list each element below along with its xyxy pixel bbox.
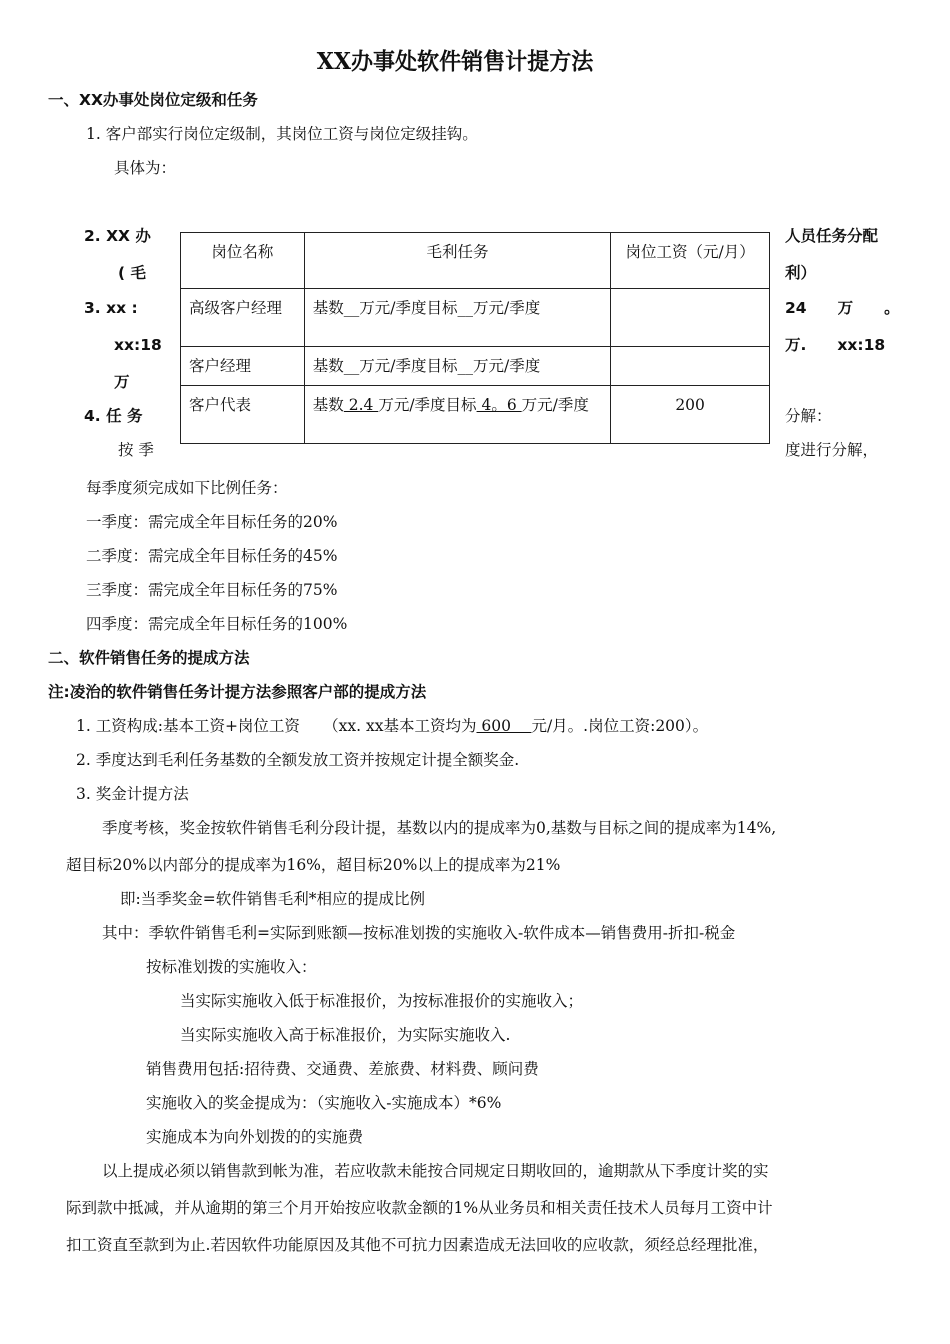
document-title: XX办事处软件销售计提方法 [316,48,594,75]
quarter-item: 三季度：需完成全年目标任务的75% [86,581,338,599]
task-prefix: 基数 [312,396,344,414]
paragraph: 扣工资直至款到为止.若因软件功能原因及其他不可抗力因素造成无法回收的应收款，须经总经理批准， [66,1236,769,1254]
target-value: 4。6 [476,396,522,414]
item1-suffix: 元/月。.岗位工资:200）。 [531,717,709,735]
section2-heading: 二、软件销售任务的提成方法 [48,649,250,667]
table-cell-position: 客户代表 [181,386,305,444]
position-table [180,232,770,444]
table-cell-task: 基数__万元/季度目标__万元/季度 [304,347,610,386]
right-fragment-6: 度进行分解， [785,441,879,459]
paragraph: 超目标20%以内部分的提成率为16%，超目标20%以上的提成率为21% [66,856,561,874]
table-cell-wage: 200 [611,386,770,444]
paragraph: 际到款中抵减，并从逾期的第三个月开始按应收款金额的1%从业务员和相关责任技术人员每月工资中计 [66,1199,773,1217]
left-fragment-2b: ( 毛 [118,264,146,282]
paragraph: 季度考核，奖金按软件销售毛利分段计提，基数以内的提成率为0,基数与目标之间的提成率为14%, [102,819,777,837]
left-fragment-3b: xx:18 [114,336,162,354]
table-header-cell: 岗位工资（元/月） [611,233,770,289]
left-fragment-3c: 万 [114,373,130,391]
paragraph: 按标准划拨的实施收入： [146,958,317,976]
quarter-intro: 每季度须完成如下比例任务： [86,479,288,497]
paragraph: 实施收入的奖金提成为：（实施收入-实施成本）*6% [146,1094,502,1112]
item1-prefix: 1. 工资构成:基本工资+岗位工资 （xx. xx基本工资均为 [76,717,477,735]
right-fragment-2: 利） [785,264,817,282]
section1-item1: 1. 客户部实行岗位定级制，其岗位工资与岗位定级挂钩。 [86,125,478,143]
table-row [181,289,770,347]
base-salary-amount: 600 [476,717,532,735]
table-header-row [181,233,770,289]
table-header-cell: 岗位名称 [181,233,305,289]
base-value: 2.4 [343,396,379,414]
table-cell-wage [611,347,770,386]
paragraph: 销售费用包括:招待费、交通费、差旅费、材料费、顾问费 [146,1060,539,1078]
quarter-item: 二季度：需完成全年目标任务的45% [86,547,338,565]
right-fragment-5: 分解： [785,407,832,425]
quarter-item: 四季度：需完成全年目标任务的100% [86,615,348,633]
paragraph: 实施成本为向外划拨的的实施费 [146,1128,364,1146]
right-fragment-1: 人员任务分配 [785,227,879,245]
left-fragment-4a: 4. 任 务 [84,407,143,425]
table-cell-task: 基数__万元/季度目标__万元/季度 [304,289,610,347]
section2-item3: 3. 奖金计提方法 [76,785,189,803]
section2-item2: 2. 季度达到毛利任务基数的全额发放工资并按规定计提全额奖金. [76,751,520,769]
paragraph: 以上提成必须以销售款到帐为准，若应收款未能按合同规定日期收回的，逾期款从下季度计奖的实 [102,1162,769,1180]
section1-heading: 一、XX办事处岗位定级和任务 [48,91,258,109]
section2-item1 [76,716,708,736]
table-cell-position: 高级客户经理 [181,289,305,347]
table-row [181,386,770,444]
right-fragment-3: 24 万 。 [785,299,900,317]
quarter-item: 一季度：需完成全年目标任务的20% [86,513,338,531]
table-cell-wage [611,289,770,347]
table-row [181,347,770,386]
table-cell-task [304,386,610,444]
left-fragment-2a: 2. XX 办 [84,227,151,245]
table-header-cell: 毛利任务 [304,233,610,289]
paragraph: 即:当季奖金=软件销售毛利*相应的提成比例 [120,890,425,908]
right-fragment-4: 万. xx:18 [785,336,886,354]
table-cell-position: 客户经理 [181,347,305,386]
task-suffix: 万元/季度 [521,396,589,414]
section1-item1-sub: 具体为： [114,159,177,177]
paragraph: 当实际实施收入低于标准报价，为按标准报价的实施收入； [180,992,584,1010]
paragraph: 其中：季软件销售毛利=实际到账额—按标准划拨的实施收入-软件成本—销售费用-折扣-税金 [102,924,736,942]
left-fragment-3a: 3. xx : [84,299,138,317]
section2-note: 注:凌治的软件销售任务计提方法参照客户部的提成方法 [48,683,427,701]
left-fragment-4b: 按 季 [118,441,154,459]
paragraph: 当实际实施收入高于标准报价，为实际实施收入. [180,1026,511,1044]
task-middle: 万元/季度目标 [378,396,477,414]
